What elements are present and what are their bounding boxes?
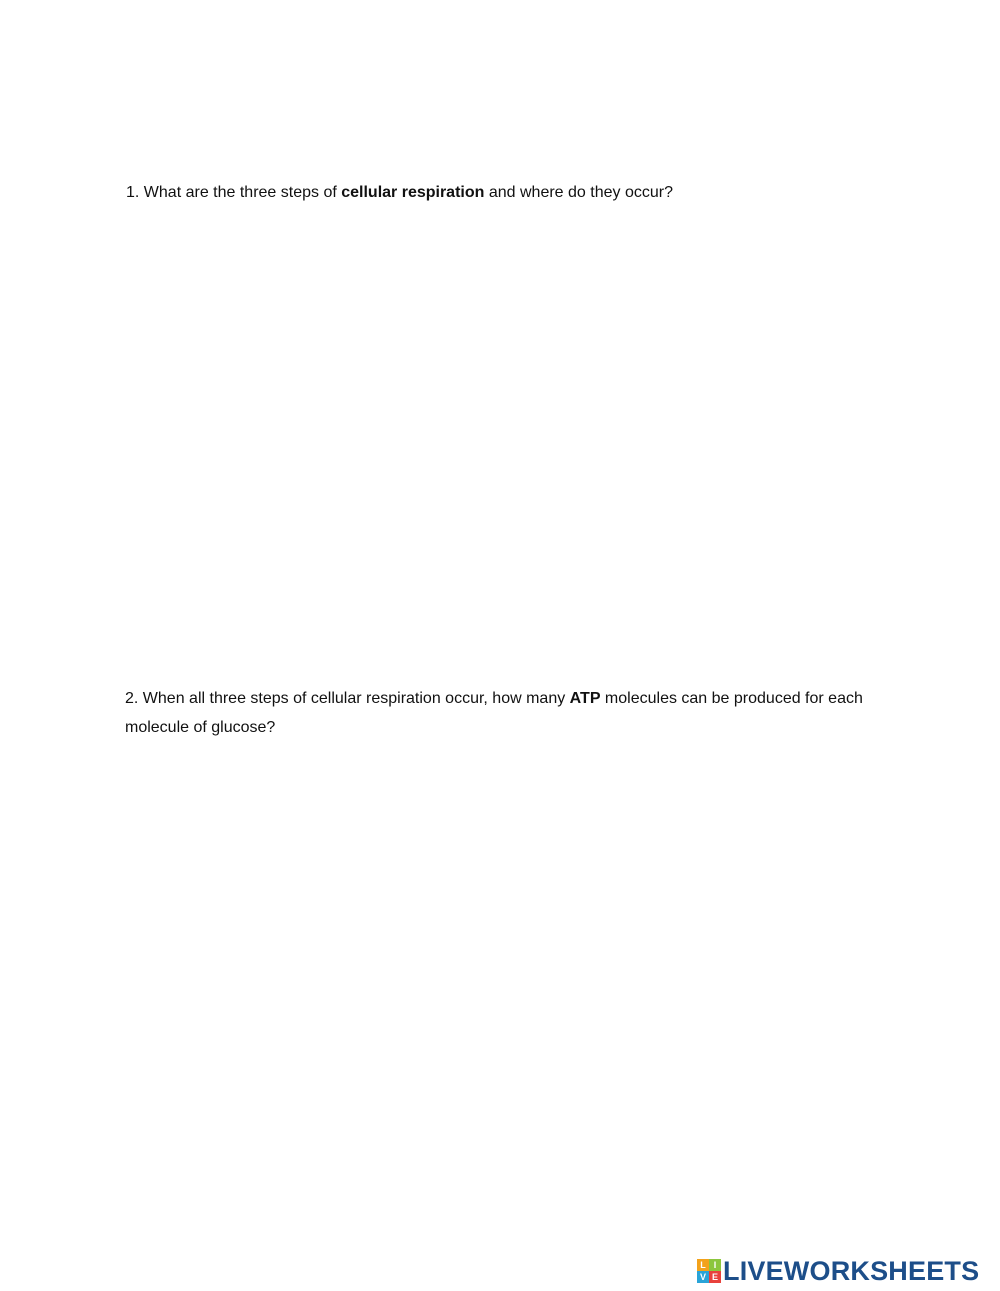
question-1-text-after: and where do they occur?: [484, 184, 673, 201]
badge-letter-l: L: [697, 1259, 709, 1271]
question-1-number: 1.: [126, 184, 140, 201]
brand-wordmark: LIVEWORKSHEETS: [723, 1256, 980, 1286]
badge-letter-e: E: [709, 1271, 721, 1283]
question-2-bold-term: ATP: [569, 690, 601, 707]
badge-letter-v: V: [697, 1271, 709, 1283]
question-1-bold-term: cellular respiration: [341, 184, 485, 201]
question-2-number: 2.: [125, 690, 139, 707]
question-1: [126, 183, 673, 203]
question-2-text-before: When all three steps of cellular respiration occur, how many: [142, 690, 570, 707]
liveworksheets-logo: [697, 1257, 979, 1285]
badge-letter-i: I: [709, 1259, 721, 1271]
question-1-text-before: What are the three steps of: [143, 184, 342, 201]
live-badge-icon: [697, 1259, 721, 1283]
question-2-text-after: molecules can be produced for each molecule of glucose?: [125, 690, 863, 736]
question-2: [125, 684, 895, 742]
